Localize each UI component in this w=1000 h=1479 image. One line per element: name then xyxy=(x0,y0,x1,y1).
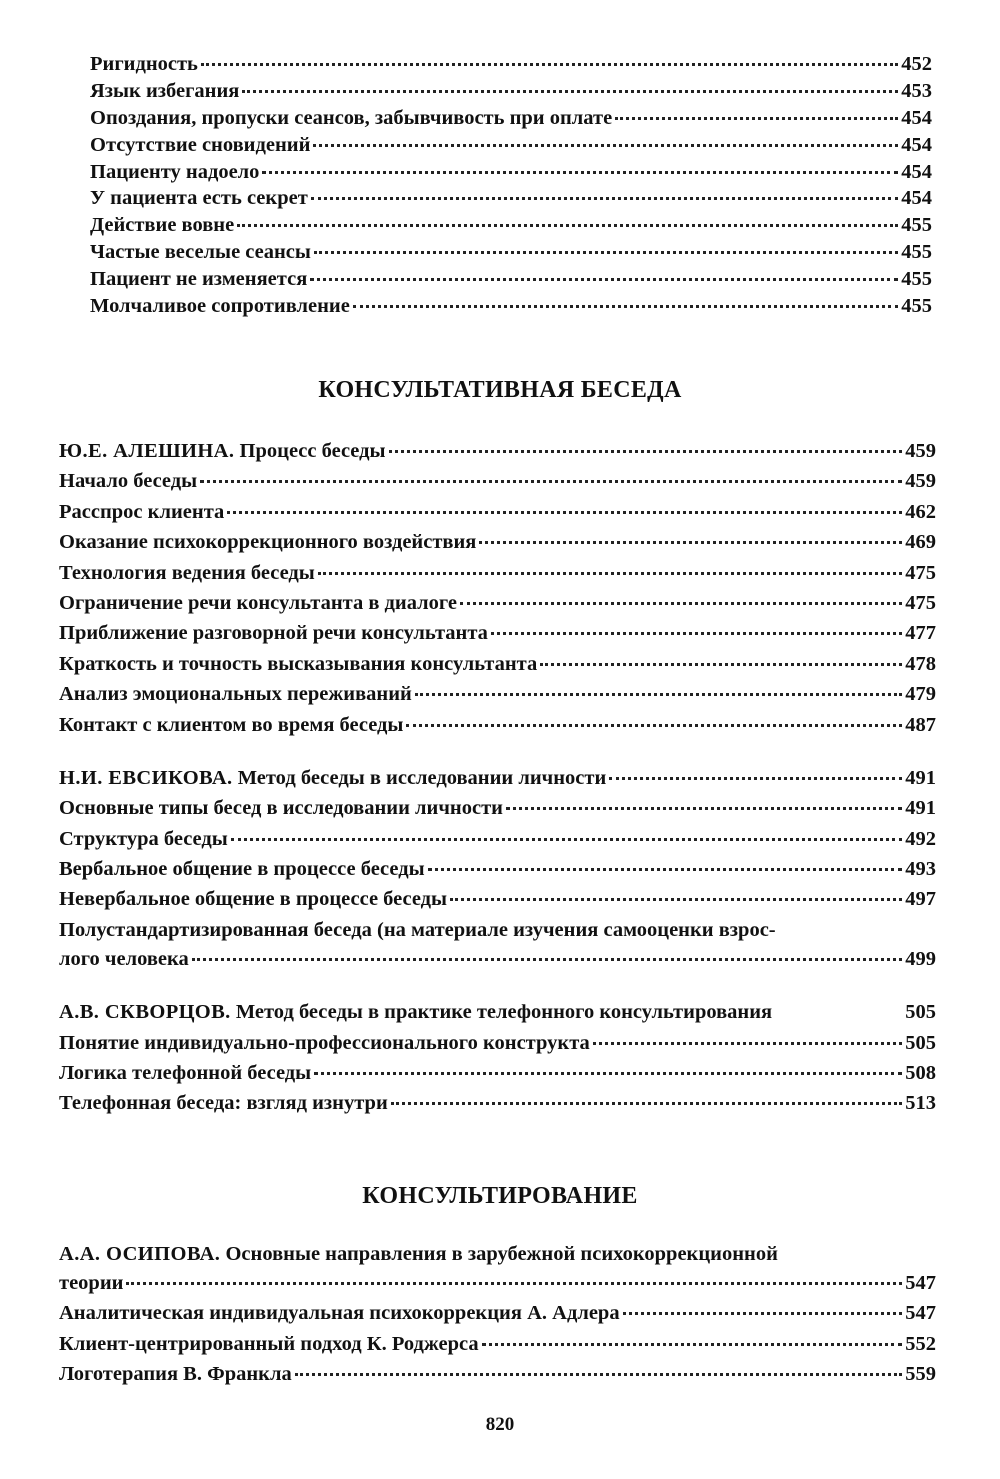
entry-page: 455 xyxy=(901,214,932,237)
entry-page: 559 xyxy=(905,1363,936,1386)
work-title: Основные направления в зарубежной психокоррекционной xyxy=(225,1243,778,1265)
entry-title: Клиент-центрированный подход К. Роджерса xyxy=(59,1332,479,1355)
dot-leader xyxy=(314,1072,902,1075)
author-name: Н.И. ЕВСИКОВА. xyxy=(59,766,233,789)
toc-entry xyxy=(59,1092,936,1122)
entry-title: Отсутствие сновидений xyxy=(90,133,311,156)
entry-page: 491 xyxy=(905,766,936,789)
entry-title: Язык избегания xyxy=(90,79,240,102)
entry-title: Основные типы бесед в исследовании личности xyxy=(59,797,503,820)
entry-page: 477 xyxy=(905,622,936,645)
toc-entry xyxy=(90,268,932,295)
dot-leader xyxy=(389,450,903,453)
dot-leader xyxy=(479,541,902,544)
entry-page: 479 xyxy=(905,683,936,706)
entry-title: Расспрос клиента xyxy=(59,500,225,523)
author-name: Ю.Е. АЛЕШИНА. xyxy=(59,440,235,462)
entry-page: 487 xyxy=(905,713,936,736)
entry-page: 499 xyxy=(905,947,936,970)
author-name: А.А. ОСИПОВА. xyxy=(59,1243,221,1265)
toc-entry xyxy=(90,80,932,107)
dot-leader xyxy=(415,693,902,696)
author-entry-title xyxy=(59,440,386,463)
dot-leader xyxy=(295,1373,903,1376)
entry-page: 478 xyxy=(905,652,936,675)
toc-entry xyxy=(90,295,932,322)
entry-page: 455 xyxy=(901,241,932,264)
entry-title: лого человека xyxy=(59,947,189,970)
entry-page: 453 xyxy=(901,79,932,102)
work-title: Метод беседы в исследовании личности xyxy=(237,766,607,789)
work-title: Процесс беседы xyxy=(239,440,386,462)
entry-page: 552 xyxy=(905,1332,936,1355)
entry-title: Опоздания, пропуски сеансов, забывчивость при оплате xyxy=(90,106,613,129)
entry-page: 492 xyxy=(905,827,936,850)
dot-leader xyxy=(391,1102,902,1105)
toc-entry xyxy=(90,214,932,241)
continued-entry-list xyxy=(90,53,932,322)
toc-entry xyxy=(90,241,932,268)
dot-leader xyxy=(406,724,902,727)
dot-leader xyxy=(428,868,903,871)
entry-title: У пациента есть секрет xyxy=(90,187,308,210)
entry-title: Оказание психокоррекционного воздействия xyxy=(59,531,477,554)
page-number: 820 xyxy=(485,1414,515,1435)
entry-title: Молчаливое сопротивление xyxy=(90,295,350,318)
dot-leader xyxy=(609,777,902,780)
toc-entry xyxy=(59,797,936,827)
entry-title: Логика телефонной беседы xyxy=(59,1062,312,1085)
author-entry-line2 xyxy=(59,1272,936,1302)
toc-entry xyxy=(59,888,936,918)
toc-entry xyxy=(59,858,936,888)
toc-entry xyxy=(90,107,932,134)
toc-entry-line1: Полустандартизированная беседа (на материале изучения самооценки взрос- xyxy=(59,918,776,941)
toc-entry xyxy=(59,714,936,744)
author-entry xyxy=(59,440,936,470)
toc-entry xyxy=(59,1333,936,1363)
toc-entry xyxy=(90,134,932,161)
entry-page: 491 xyxy=(905,797,936,820)
entry-title: Анализ эмоциональных переживаний xyxy=(59,683,412,706)
toc-entry xyxy=(59,562,936,592)
author-entry-title xyxy=(59,1001,772,1024)
author-entry-line1 xyxy=(59,1243,936,1272)
dot-leader xyxy=(540,663,902,666)
toc-entry xyxy=(59,592,936,622)
entry-page: 547 xyxy=(905,1302,936,1325)
author-name: А.В. СКВОРЦОВ. xyxy=(59,1001,231,1024)
toc-entry xyxy=(59,1363,936,1393)
entry-title: Понятие индивидуально-профессионального конструкта xyxy=(59,1031,590,1054)
dot-leader xyxy=(227,511,902,514)
entry-page: 505 xyxy=(905,1031,936,1054)
dot-leader xyxy=(506,807,902,810)
dot-leader xyxy=(482,1343,903,1346)
toc-entry xyxy=(90,187,932,214)
section-consultative-conversation-list xyxy=(59,440,936,1123)
toc-entry xyxy=(59,683,936,713)
entry-title: Логотерапия В. Франкла xyxy=(59,1363,292,1386)
dot-leader xyxy=(314,251,898,254)
entry-page: 455 xyxy=(901,295,932,318)
entry-title: Телефонная беседа: взгляд изнутри xyxy=(59,1092,388,1115)
entry-title: теории xyxy=(59,1272,124,1294)
dot-leader xyxy=(237,224,898,227)
entry-title: Невербальное общение в процессе беседы xyxy=(59,888,448,911)
entry-page: 454 xyxy=(901,187,932,210)
dot-leader xyxy=(623,1312,903,1315)
entry-page: 452 xyxy=(901,53,932,75)
entry-page: 493 xyxy=(905,858,936,881)
dot-leader xyxy=(450,898,902,901)
dot-leader xyxy=(242,90,898,93)
toc-entry-line2 xyxy=(59,948,936,978)
group-spacer xyxy=(59,744,936,767)
section-title-consultative-conversation: КОНСУЛЬТАТИВНАЯ БЕСЕДА xyxy=(318,377,682,403)
dot-leader xyxy=(318,572,902,575)
toc-entry xyxy=(59,1062,936,1092)
entry-page: 462 xyxy=(905,500,936,523)
entry-title: Аналитическая индивидуальная психокоррекция А. Адлера xyxy=(59,1302,620,1325)
dot-leader xyxy=(126,1282,902,1285)
toc-entry xyxy=(59,531,936,561)
dot-leader xyxy=(231,838,902,841)
entry-page: 513 xyxy=(905,1092,936,1115)
section-title-counseling: КОНСУЛЬТИРОВАНИЕ xyxy=(362,1183,638,1209)
entry-page: 497 xyxy=(905,888,936,911)
entry-page: 475 xyxy=(905,561,936,584)
author-entry xyxy=(59,1001,936,1031)
toc-entry xyxy=(59,501,936,531)
toc-entry xyxy=(59,828,936,858)
author-entry-title xyxy=(59,767,606,790)
toc-entry xyxy=(90,161,932,188)
entry-title: Пациент не изменяется xyxy=(90,268,308,291)
section-counseling-list xyxy=(59,1243,936,1394)
group-spacer xyxy=(59,978,936,1001)
dot-leader xyxy=(353,305,898,308)
toc-entry xyxy=(59,470,936,500)
entry-title: Пациенту надоело xyxy=(90,160,260,183)
dot-leader xyxy=(201,63,898,66)
work-title: Метод беседы в практике телефонного консультирования xyxy=(235,1001,773,1024)
entry-page: 469 xyxy=(905,531,936,554)
entry-title: Начало беседы xyxy=(59,470,198,493)
dot-leader xyxy=(615,117,898,120)
dot-leader xyxy=(192,958,903,961)
entry-title: Технология ведения беседы xyxy=(59,561,315,584)
entry-title: Структура беседы xyxy=(59,827,228,850)
entry-page: 455 xyxy=(901,268,932,291)
dot-leader xyxy=(310,278,898,281)
entry-title: Ригидность xyxy=(90,53,198,75)
entry-title: Действие вовне xyxy=(90,214,235,237)
dot-leader xyxy=(460,602,902,605)
dot-leader xyxy=(491,632,902,635)
entry-page: 459 xyxy=(905,440,936,462)
entry-page: 454 xyxy=(901,106,932,129)
entry-title: Частые веселые сеансы xyxy=(90,241,311,264)
dot-leader xyxy=(311,197,898,200)
author-entry xyxy=(59,767,936,797)
entry-page: 505 xyxy=(905,1001,936,1024)
entry-page: 454 xyxy=(901,160,932,183)
entry-title: Приближение разговорной речи консультанта xyxy=(59,622,488,645)
entry-page: 475 xyxy=(905,591,936,614)
toc-entry xyxy=(59,622,936,652)
dot-leader xyxy=(313,144,898,147)
entry-page: 459 xyxy=(905,470,936,493)
toc-entry xyxy=(59,1032,936,1062)
toc-entry xyxy=(59,653,936,683)
dot-leader xyxy=(262,171,898,174)
dot-leader xyxy=(200,480,902,483)
entry-title: Вербальное общение в процессе беседы xyxy=(59,858,425,881)
entry-page: 508 xyxy=(905,1062,936,1085)
dot-leader xyxy=(593,1042,902,1045)
entry-page: 547 xyxy=(905,1272,936,1294)
toc-entry xyxy=(59,1302,936,1332)
entry-title: Ограничение речи консультанта в диалоге xyxy=(59,591,458,614)
entry-page: 454 xyxy=(901,133,932,156)
entry-title: Контакт с клиентом во время беседы xyxy=(59,713,404,736)
toc-entry xyxy=(90,53,932,80)
entry-title: Краткость и точность высказывания консультанта xyxy=(59,652,538,675)
